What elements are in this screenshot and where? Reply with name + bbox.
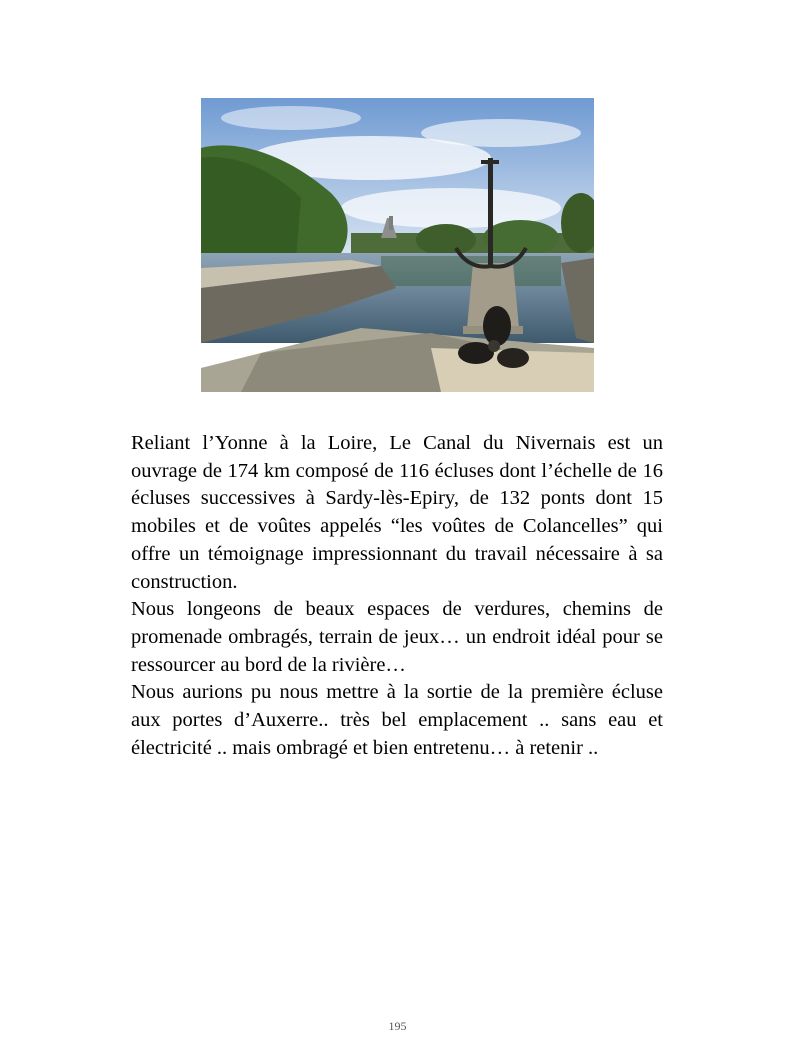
canal-photo <box>201 98 594 392</box>
paragraph-auxerre-lock: Nous aurions pu nous mettre à la sortie de la première écluse aux portes d’Auxerre.. très bel emplacement .. sans eau et électricité .. mais ombragé et bien entretenu… à retenir .. <box>131 681 663 759</box>
page-number: 195 <box>388 1019 407 1033</box>
paragraph-canal-description: Reliant l’Yonne à la Loire, Le Canal du Nivernais est un ouvrage de 174 km composé de 116 écluses dont l’échelle de 16 écluses successives à Sardy-lès-Epiry, de 132 ponts dont 15 mobiles et de voûtes appelés “les voûtes de Colancelles” qui offre un témoignage impressionnant du travail nécessaire à sa construction. <box>131 432 663 593</box>
body-text <box>131 430 663 762</box>
paragraph-green-spaces: Nous longeons de beaux espaces de verdures, chemins de promenade ombragés, terrain de jeux… un endroit idéal pour se ressourcer au bord de la rivière… <box>131 598 663 676</box>
